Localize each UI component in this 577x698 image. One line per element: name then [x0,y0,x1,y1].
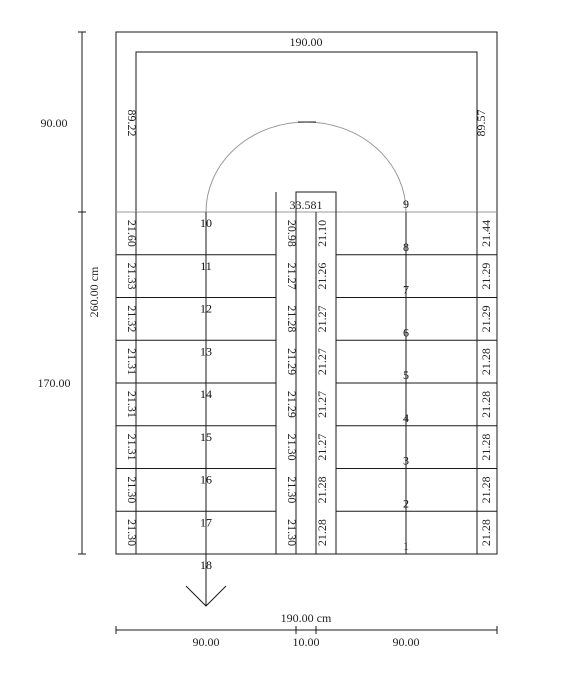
step-number: 3 [403,453,409,468]
tread-depth-label: 21.28 [479,433,493,461]
step-number: 2 [403,496,409,511]
tread-depth-label: 21.44 [479,219,493,247]
bottom-mid-label: 10.00 [292,635,320,649]
upper-height-label: 90.00 [40,116,68,130]
outer-frame [116,32,497,554]
step-number-9: 9 [403,197,409,211]
inner-right-label: 89.57 [474,109,488,137]
tread-depth-label: 21.30 [285,476,299,504]
tread-depth-label: 21.31 [125,433,139,461]
bottom-total-label: 190.00 cm [280,611,332,625]
tread-depth-label: 21.28 [315,519,329,547]
step-number: 11 [200,258,212,273]
tread-depth-label: 21.29 [285,390,299,418]
tread-depth-label: 21.27 [315,390,329,418]
tread-depth-label: 21.60 [125,219,139,247]
tread-depth-label: 21.30 [285,519,299,547]
step-number: 7 [403,282,409,297]
tread-depth-label: 21.32 [125,305,139,333]
tread-depth-label: 21.29 [285,348,299,376]
step-number: 6 [403,325,409,340]
tread-depth-label: 21.30 [125,519,139,547]
tread-depth-label: 20.98 [285,219,299,247]
tread-depth-label: 21.28 [285,305,299,333]
step-number: 14 [200,387,212,401]
step-number: 13 [200,344,212,359]
tread-depth-label: 21.29 [479,262,493,290]
step-number: 15 [200,429,212,444]
bottom-right-label: 90.00 [392,635,420,649]
inner-left-label: 89.22 [125,109,139,137]
tread-depth-label: 21.28 [479,476,493,504]
tread-depth-label: 21.31 [125,390,139,418]
outer-width-label: 190.00 [289,35,323,49]
tread-depth-label: 21.27 [315,433,329,461]
landing-inner-wall [136,52,477,212]
tread-depth-label: 21.10 [315,219,329,247]
tread-depth-label: 21.27 [285,262,299,290]
tread-depth-label: 21.28 [479,519,493,547]
center-label: 33.581 [289,198,323,212]
tread-depth-label: 21.28 [479,348,493,376]
step-number: 1 [403,539,409,553]
step-number: 4 [403,410,409,425]
lower-height-label: 170.00 [37,376,71,390]
step-number: 5 [403,368,409,382]
step-number: 17 [200,515,212,530]
tread-depth-label: 21.33 [125,262,139,290]
tread-depth-label: 21.29 [479,305,493,333]
step-number: 18 [200,558,212,572]
step-number: 16 [200,472,212,487]
tread-depth-label: 21.27 [315,348,329,376]
total-height-label: 260.00 cm [87,266,101,318]
tread-depth-label: 21.31 [125,348,139,376]
tread-depth-label: 21.30 [125,476,139,504]
bottom-left-label: 90.00 [192,635,220,649]
step-number: 8 [403,239,409,254]
step-number: 12 [200,301,212,316]
tread-depth-label: 21.28 [315,476,329,504]
step-number-10: 10 [200,216,212,230]
tread-depth-label: 21.30 [285,433,299,461]
tread-depth-label: 21.26 [315,262,329,290]
left-flight-treads [116,220,299,572]
tread-depth-label: 21.27 [315,305,329,333]
tread-depth-label: 21.28 [479,390,493,418]
